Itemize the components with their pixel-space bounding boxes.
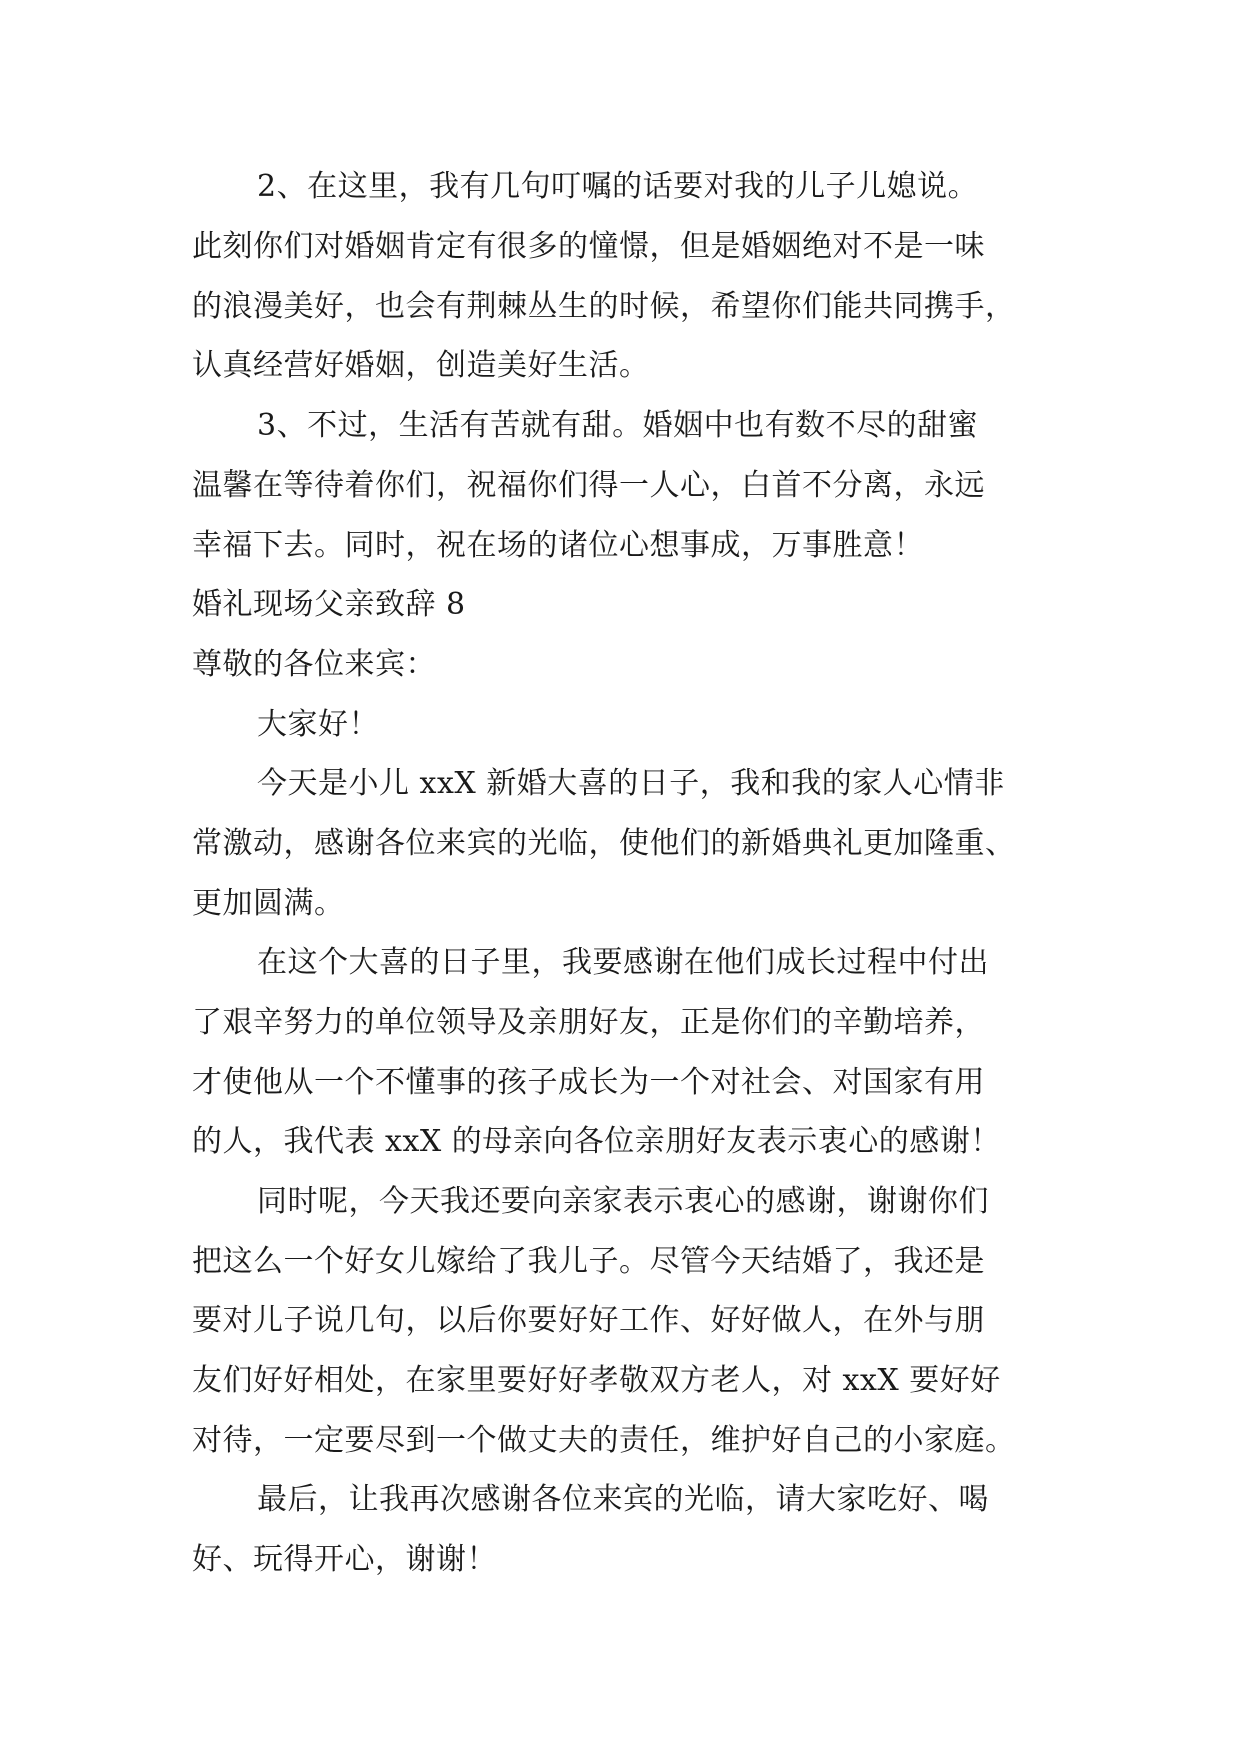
section-heading: 婚礼现场父亲致辞 8 <box>192 587 466 622</box>
paragraph-3-line-1: 3、不过，生活有苦就有甜。婚姻中也有数不尽的甜蜜 <box>257 408 979 443</box>
paragraph-2-line-2: 此刻你们对婚姻肯定有很多的憧憬，但是婚姻绝对不是一味 <box>192 229 985 264</box>
paragraph-thanks-line-4: 的人，我代表 xxX 的母亲向各位亲朋好友表示衷心的感谢！ <box>192 1124 1001 1159</box>
paragraph-2-line-4: 认真经营好婚姻，创造美好生活。 <box>192 348 650 383</box>
paragraph-inlaws-line-2: 把这么一个好女儿嫁给了我儿子。尽管今天结婚了，我还是 <box>192 1244 985 1279</box>
paragraph-today-line-2: 常激动，感谢各位来宾的光临，使他们的新婚典礼更加隆重、 <box>192 826 1016 861</box>
paragraph-3-line-2: 温馨在等待着你们，祝福你们得一人心，白首不分离，永远 <box>192 468 985 503</box>
paragraph-2-line-1: 2、在这里，我有几句叮嘱的话要对我的儿子儿媳说。 <box>257 169 979 204</box>
paragraph-closing-line-2: 好、玩得开心，谢谢！ <box>192 1542 497 1577</box>
paragraph-thanks-line-1: 在这个大喜的日子里，我要感谢在他们成长过程中付出 <box>257 945 989 980</box>
paragraph-thanks-line-2: 了艰辛努力的单位领导及亲朋好友，正是你们的辛勤培养， <box>192 1005 985 1040</box>
paragraph-closing-line-1: 最后，让我再次感谢各位来宾的光临，请大家吃好、喝 <box>257 1482 989 1517</box>
paragraph-today-line-1: 今天是小儿 xxX 新婚大喜的日子，我和我的家人心情非 <box>257 766 1005 801</box>
paragraph-inlaws-line-5: 对待，一定要尽到一个做丈夫的责任，维护好自己的小家庭。 <box>192 1423 1016 1458</box>
salutation: 尊敬的各位来宾： <box>192 647 436 682</box>
paragraph-inlaws-line-1: 同时呢，今天我还要向亲家表示衷心的感谢，谢谢你们 <box>257 1184 989 1219</box>
greeting: 大家好！ <box>257 707 379 742</box>
paragraph-thanks-line-3: 才使他从一个不懂事的孩子成长为一个对社会、对国家有用 <box>192 1065 985 1100</box>
paragraph-inlaws-line-4: 友们好好相处，在家里要好好孝敬双方老人，对 xxX 要好好 <box>192 1363 1001 1398</box>
paragraph-2-line-3: 的浪漫美好，也会有荆棘丛生的时候，希望你们能共同携手， <box>192 289 1016 324</box>
paragraph-inlaws-line-3: 要对儿子说几句，以后你要好好工作、好好做人，在外与朋 <box>192 1303 985 1338</box>
paragraph-3-line-3: 幸福下去。同时，祝在场的诸位心想事成，万事胜意！ <box>192 528 924 563</box>
paragraph-today-line-3: 更加圆满。 <box>192 886 345 921</box>
